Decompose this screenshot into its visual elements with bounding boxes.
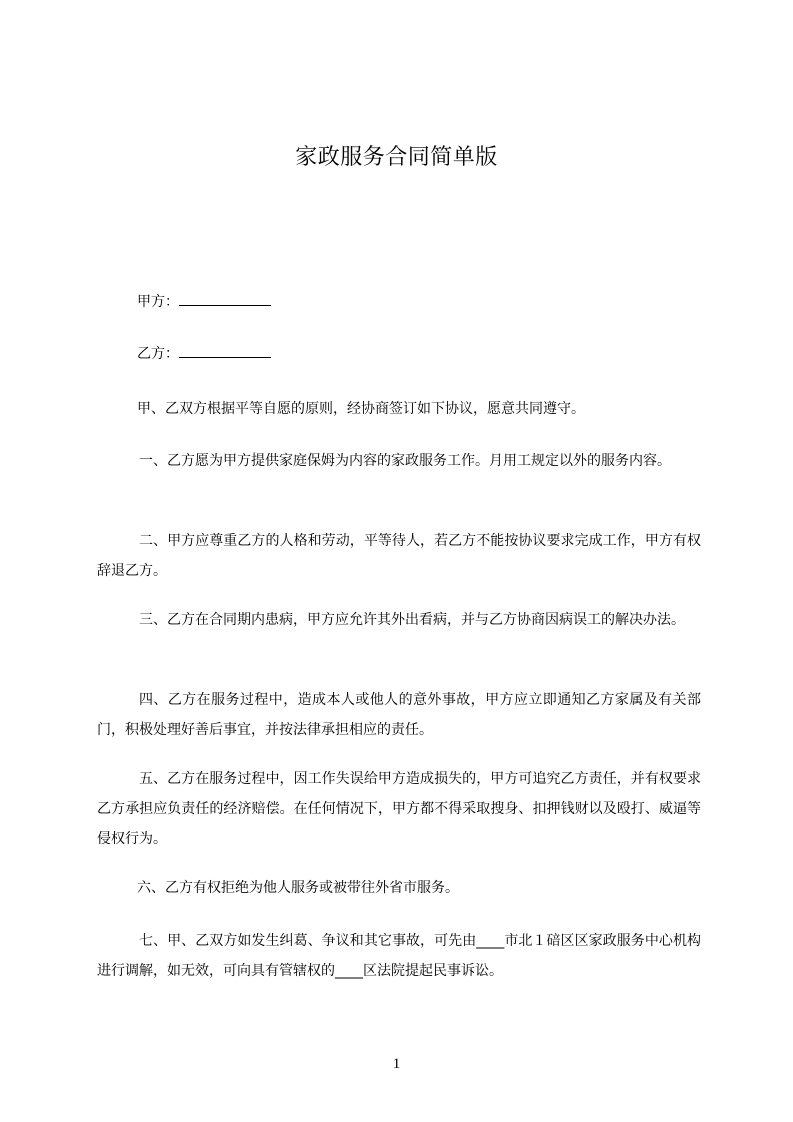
clause-5: 五、乙方在服务过程中，因工作失误给甲方造成损失的，甲方可追究乙方责任，并有权要求乙方承担应负责任的经济赔偿。在任何情况下，甲方都不得采取搜身、扣押钱财以及殴打、威逼等侵权行为。: [97, 771, 701, 847]
document-title: 家政服务合同简单版: [295, 145, 498, 170]
clause-4: 四、乙方在服务过程中，造成本人或他人的意外事故，甲方应立即通知乙方家属及有关部门，积极处理好善后事宜，并按法律承担相应的责任。: [97, 692, 701, 738]
clause-1: 一、乙方愿为甲方提供家庭保姆为内容的家政服务工作。月用工规定以外的服务内容。: [139, 453, 671, 469]
party-b-label: 乙方：: [137, 346, 179, 362]
clause-3: 三、乙方在合同期内患病，甲方应允许其外出看病，并与乙方协商因病误工的解决办法。: [139, 612, 685, 628]
page-number: 1: [392, 1056, 401, 1072]
party-a-label: 甲方：: [137, 294, 179, 310]
party-a-blank: [179, 291, 271, 306]
clause-6: 六、乙方有权拒绝为他人服务或被带往外省市服务。: [137, 880, 459, 896]
clause-7: 七、甲、乙双方如发生纠葛、争议和其它事故，可先由____市北１碚区区家政服务中心机构进行调解，如无效，可向具有管辖权的____区法院提起民事诉讼。: [97, 933, 701, 979]
party-b-blank: [179, 343, 271, 358]
party-b-line: [137, 343, 271, 364]
clause-2: 二、甲方应尊重乙方的人格和劳动，平等待人，若乙方不能按协议要求完成工作，甲方有权辞退乙方。: [97, 533, 701, 579]
intro-paragraph: 甲、乙双方根据平等自愿的原则，经协商签订如下协议，愿意共同遵守。: [137, 401, 585, 417]
party-a-line: [137, 291, 271, 312]
